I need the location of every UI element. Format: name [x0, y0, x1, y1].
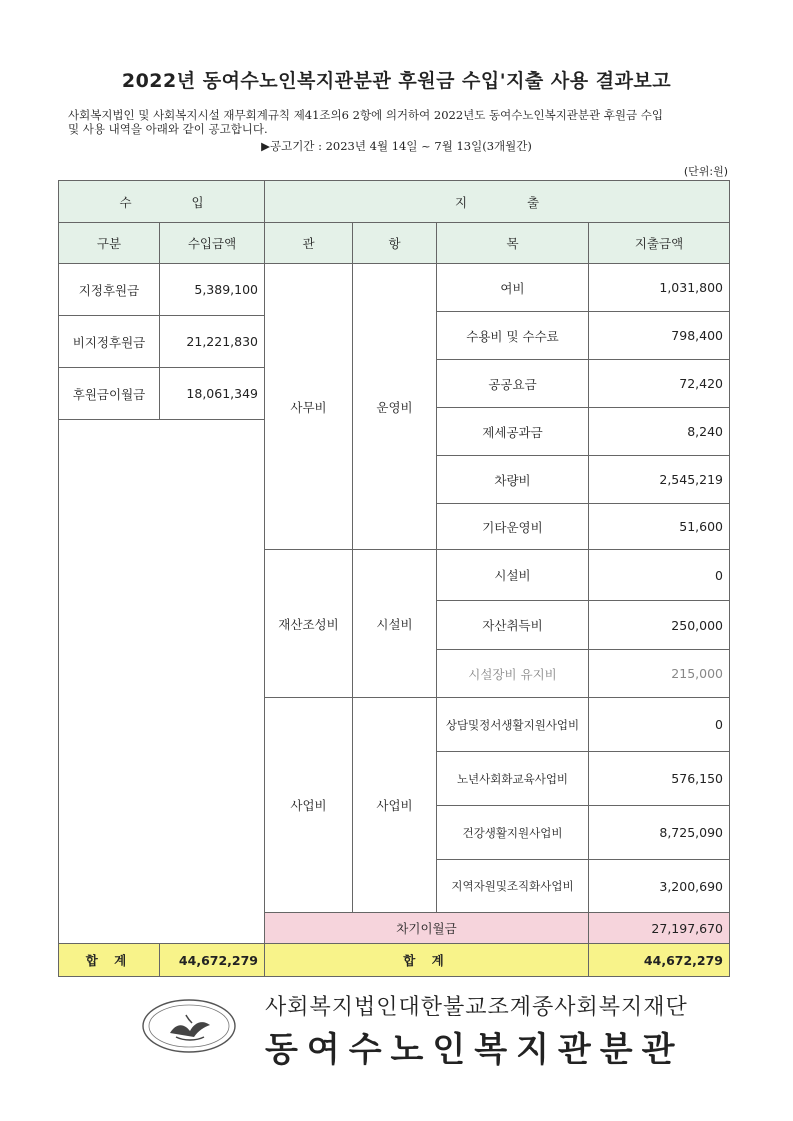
- expense-hang-cell: 시설비: [352, 549, 437, 698]
- expense-amount-cell: 576,150: [588, 751, 730, 806]
- income-category-cell: 비지정후원금: [58, 315, 160, 368]
- expense-mok-cell: 여비: [436, 263, 589, 312]
- expense-mok-cell: 제세공과금: [436, 407, 589, 456]
- expense-gwan-cell: 재산조성비: [264, 549, 353, 698]
- intro-text: [68, 108, 738, 136]
- expense-mok-cell: 차량비: [436, 455, 589, 504]
- carryover-amount: 27,197,670: [588, 912, 730, 944]
- expense-mok-cell: 공공요금: [436, 359, 589, 408]
- expense-mok-cell: 건강생활지원사업비: [436, 805, 589, 860]
- organization-seal-icon: [140, 997, 238, 1055]
- expense-amount-cell: 72,420: [588, 359, 730, 408]
- expense-amount-cell: 0: [588, 549, 730, 601]
- expense-amount-cell: 215,000: [588, 649, 730, 698]
- expense-amount-cell: 8,725,090: [588, 805, 730, 860]
- unit-label: (단위:원): [683, 165, 728, 178]
- carryover-label: 차기이월금: [264, 912, 589, 944]
- expense-mok-cell: 노년사회화교육사업비: [436, 751, 589, 806]
- expense-gwan-cell: 사업비: [264, 697, 353, 913]
- col-header-income-amount: 수입금액: [159, 222, 265, 264]
- notice-period: ▶공고기간 : 2023년 4월 14일 ~ 7월 13일(3개월간): [261, 139, 532, 153]
- col-header-expense-amount: 지출금액: [588, 222, 730, 264]
- expense-total-amount: 44,672,279: [588, 943, 730, 977]
- income-total-label: 합 계: [58, 943, 160, 977]
- income-category-cell: 지정후원금: [58, 263, 160, 316]
- foundation-name: 사회복지법인대한불교조계종사회복지재단: [265, 995, 688, 1020]
- income-category-cell: 후원금이월금: [58, 367, 160, 420]
- expense-mok-cell: 상담및정서생활지원사업비: [436, 697, 589, 752]
- col-header-hang: 항: [352, 222, 437, 264]
- col-header-mok: 목: [436, 222, 589, 264]
- expense-amount-cell: 1,031,800: [588, 263, 730, 312]
- income-amount-cell: 5,389,100: [159, 263, 265, 316]
- page-title: 2022년 동여수노인복지관분관 후원금 수입'지출 사용 결과보고: [121, 70, 672, 92]
- income-amount-cell: 18,061,349: [159, 367, 265, 420]
- income-total-amount: 44,672,279: [159, 943, 265, 977]
- intro-line-2: 및 사용 내역을 아래와 같이 공고합니다.: [68, 122, 268, 136]
- expense-amount-cell: 2,545,219: [588, 455, 730, 504]
- expense-amount-cell: 8,240: [588, 407, 730, 456]
- income-empty-area: [58, 419, 265, 944]
- expense-mok-cell: 자산취득비: [436, 600, 589, 650]
- expense-hang-cell: 운영비: [352, 263, 437, 550]
- expense-amount-cell: 51,600: [588, 503, 730, 550]
- col-header-gwan: 관: [264, 222, 353, 264]
- col-header-category: 구분: [58, 222, 160, 264]
- expense-mok-cell: 시설비: [436, 549, 589, 601]
- expense-total-label: 합 계: [264, 943, 589, 977]
- income-header: 수 입: [58, 180, 265, 223]
- intro-line-1: 사회복지법인 및 사회복지시설 재무회계규칙 제41조의6 2항에 의거하여 2022년도 동여수노인복지관분관 후원금 수입: [68, 108, 663, 122]
- expense-mok-cell: 시설장비 유지비: [436, 649, 589, 698]
- expense-hang-cell: 사업비: [352, 697, 437, 913]
- expense-amount-cell: 250,000: [588, 600, 730, 650]
- expense-gwan-cell: 사무비: [264, 263, 353, 550]
- institution-name: 동여수노인복지관분관: [265, 1030, 684, 1070]
- expense-amount-cell: 3,200,690: [588, 859, 730, 913]
- expense-header: 지 출: [264, 180, 730, 223]
- expense-amount-cell: 798,400: [588, 311, 730, 360]
- income-amount-cell: 21,221,830: [159, 315, 265, 368]
- expense-mok-cell: 수용비 및 수수료: [436, 311, 589, 360]
- expense-mok-cell: 지역자원및조직화사업비: [436, 859, 589, 913]
- expense-amount-cell: 0: [588, 697, 730, 752]
- expense-mok-cell: 기타운영비: [436, 503, 589, 550]
